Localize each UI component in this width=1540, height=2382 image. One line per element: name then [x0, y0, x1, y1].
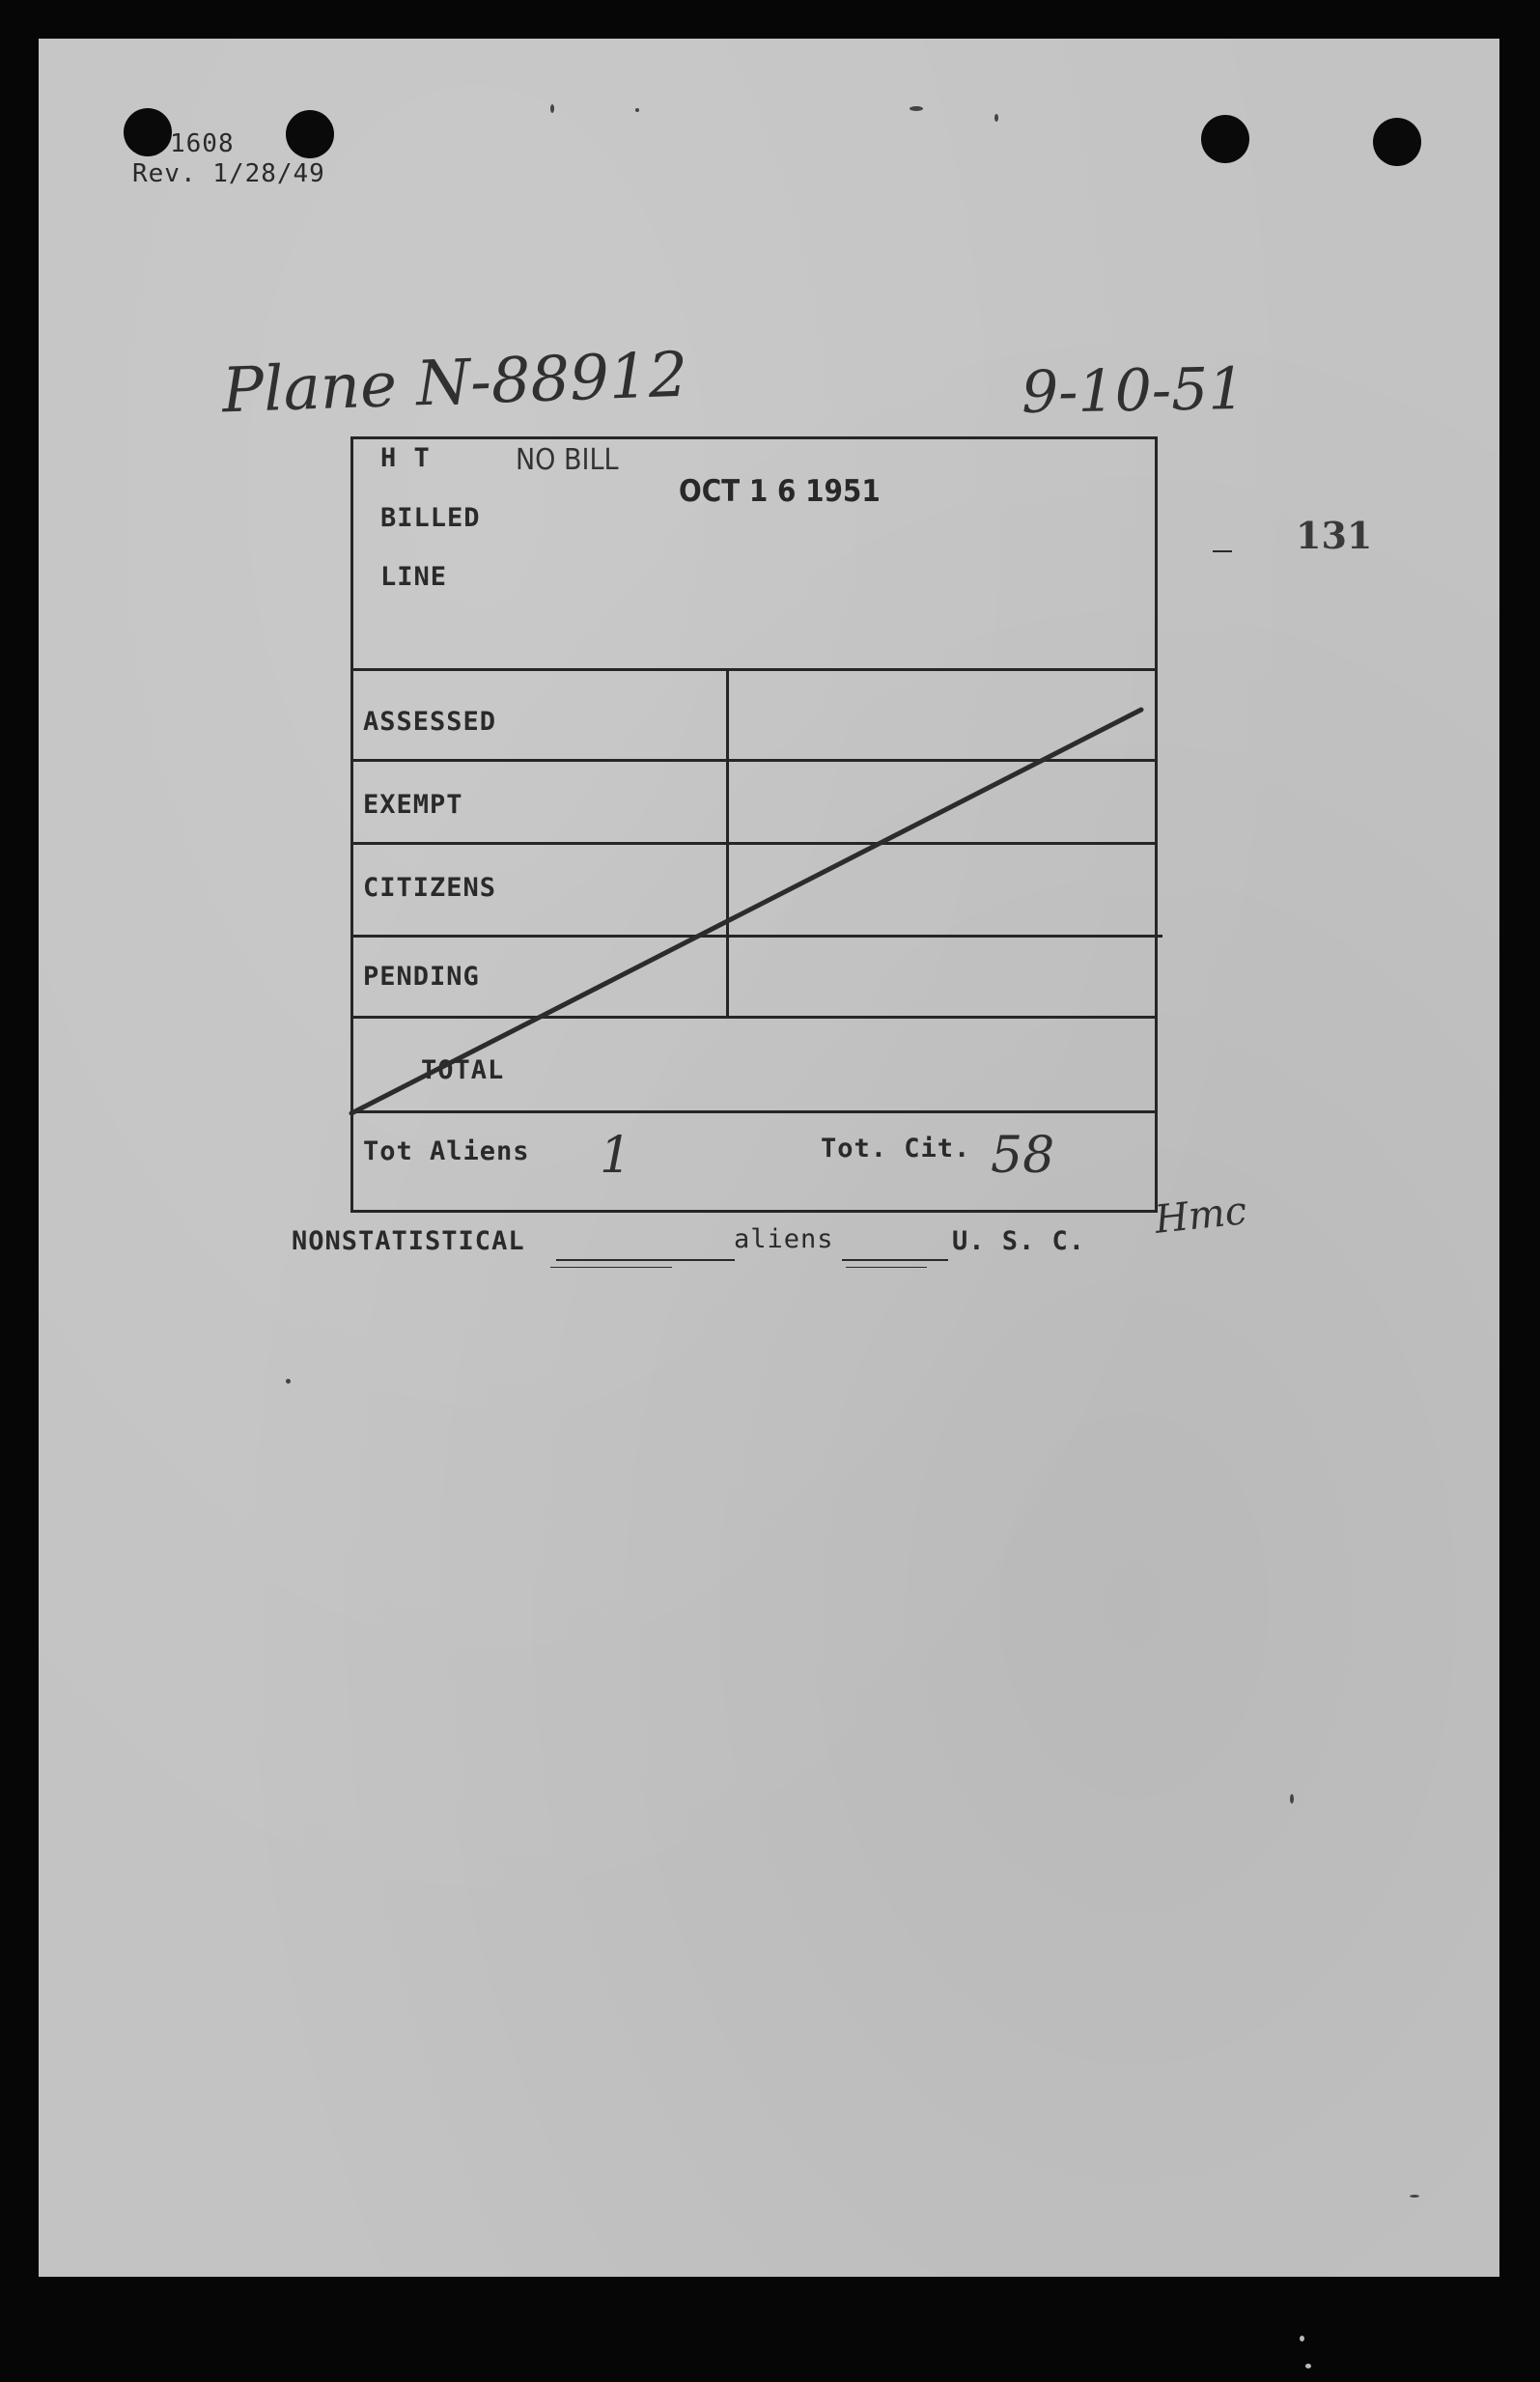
row-label-pending: PENDING — [363, 962, 480, 992]
row-label-exempt: EXEMPT — [363, 790, 463, 820]
page-number-stamp: 131 — [1296, 514, 1373, 557]
label-line: LINE — [380, 562, 448, 592]
row-label-citizens: CITIZENS — [363, 873, 497, 903]
punch-hole-top-left-1 — [124, 108, 172, 156]
punch-hole-top-right-1 — [1201, 115, 1249, 163]
document-sheet — [39, 39, 1499, 2277]
manifest-form — [350, 436, 1158, 1213]
label-billed: BILLED — [380, 503, 481, 533]
nonstatistical-label: NONSTATISTICAL — [292, 1226, 525, 1256]
label-ht: H T — [380, 443, 431, 473]
punch-hole-top-left-2 — [286, 110, 334, 158]
handwritten-initials: Hmc — [1152, 1189, 1249, 1243]
tot-cit-value: 58 — [991, 1127, 1055, 1185]
tot-aliens-label: Tot Aliens — [363, 1136, 530, 1166]
no-bill-stamp: NO BILL — [516, 443, 619, 477]
tot-cit-label: Tot. Cit. — [821, 1134, 971, 1163]
aliens-blank — [842, 1259, 948, 1261]
punch-hole-top-right-2 — [1373, 118, 1421, 166]
date-stamp: OCT 1 6 1951 — [679, 474, 881, 509]
usc-label: U. S. C. — [952, 1226, 1086, 1256]
revision-date: Rev. 1/28/49 — [132, 159, 325, 188]
total-label: TOTAL — [421, 1055, 505, 1085]
handwritten-date: 9-10-51 — [1021, 354, 1246, 428]
handwritten-plane-number: Plane N-88912 — [220, 339, 689, 428]
row-label-assessed: ASSESSED — [363, 707, 497, 737]
cross-out-line — [353, 439, 1161, 1216]
tot-aliens-value: 1 — [600, 1127, 632, 1185]
aliens-label: aliens — [734, 1224, 834, 1254]
nonstatistical-blank — [556, 1259, 735, 1261]
form-number: 1608 — [170, 129, 235, 158]
